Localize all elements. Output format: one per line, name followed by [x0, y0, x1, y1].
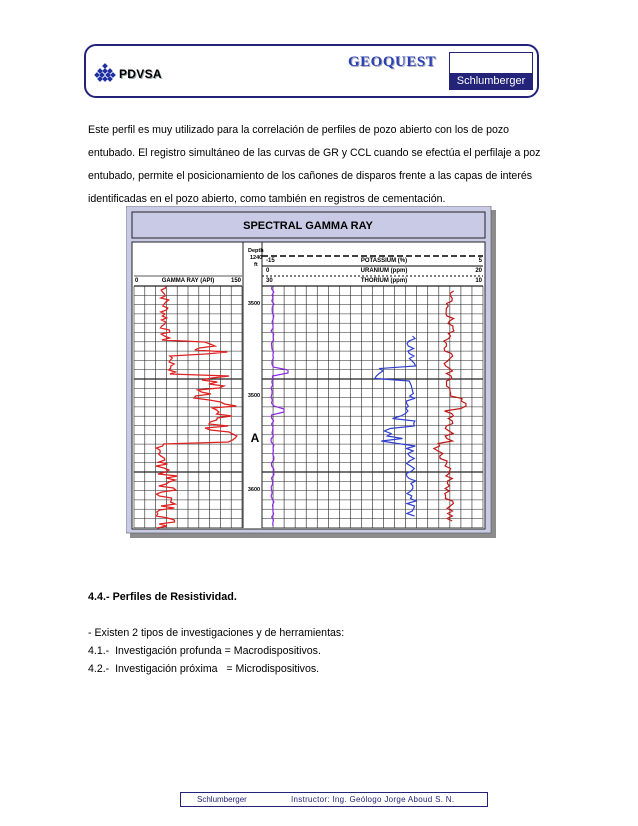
paragraph-line: entubado, permite el posicionamiento de los cañones de disparos frente a las capas de interés: [88, 170, 533, 182]
schlumberger-label: Schlumberger: [450, 73, 532, 89]
footer-instructor: Instructor: Ing. Geólogo Jorge Aboud S. N.: [291, 795, 455, 804]
gamma-min: 0: [135, 278, 139, 284]
schlumberger-logo: [449, 52, 533, 90]
zone-label: A: [250, 431, 260, 445]
depth-mark: 3500: [247, 301, 261, 307]
depth-mark: 3600: [247, 487, 261, 493]
figure-title: SPECTRAL GAMMA RAY: [243, 220, 373, 232]
depth-header-unit: ft: [254, 262, 258, 268]
list-item: 4.2.- Investigación próxima = Microdispositivos.: [88, 663, 320, 675]
depth-header-value: 1240: [250, 255, 263, 261]
intro-paragraph: [88, 119, 550, 211]
list-item: - Existen 2 tipos de investigaciones y de herramientas:: [88, 627, 345, 639]
page-header: [84, 44, 539, 98]
pdvsa-label: PDVSA: [119, 67, 162, 81]
depth-mark: 3500: [247, 393, 261, 399]
uranium-min: 0: [266, 268, 270, 274]
gamma-label: GAMMA RAY (API): [161, 278, 215, 284]
investigation-list: [88, 624, 344, 678]
geoquest-logo: GEOQUEST: [348, 54, 437, 70]
uranium-label: URANIUM (ppm): [360, 268, 408, 274]
log-panel: [132, 242, 485, 529]
depth-header-label: Depth: [248, 248, 264, 254]
paragraph-line: identificadas en el pozo abierto, como también en registros de cementación.: [88, 193, 446, 205]
pdvsa-logo: [94, 63, 162, 85]
pdvsa-emblem-icon: [94, 63, 116, 85]
potassium-min: -15: [266, 258, 275, 264]
section-title: 4.4.- Perfiles de Resistividad.: [88, 591, 237, 603]
footer-company: Schlumberger: [197, 795, 247, 804]
page-footer: [180, 792, 488, 807]
paragraph-line: Este perfil es muy utilizado para la correlación de perfiles de pozo abierto con los de pozo: [88, 124, 510, 136]
uranium-max: 20: [475, 268, 482, 274]
gamma-max: 150: [230, 278, 241, 284]
thorium-label: THORIUM (ppm): [360, 278, 408, 284]
thorium-min: 30: [266, 278, 273, 284]
paragraph-line: entubado. El registro simultáneo de las curvas de GR y CCL cuando se efectúa el perfilaje a poz: [88, 147, 541, 159]
thorium-max: 10: [475, 278, 482, 284]
list-item: 4.1.- Investigación profunda = Macrodispositivos.: [88, 645, 321, 657]
potassium-max: 5: [478, 258, 482, 264]
potassium-label: POTASSIUM (%): [360, 258, 408, 264]
spectral-gamma-ray-log: [126, 206, 496, 538]
